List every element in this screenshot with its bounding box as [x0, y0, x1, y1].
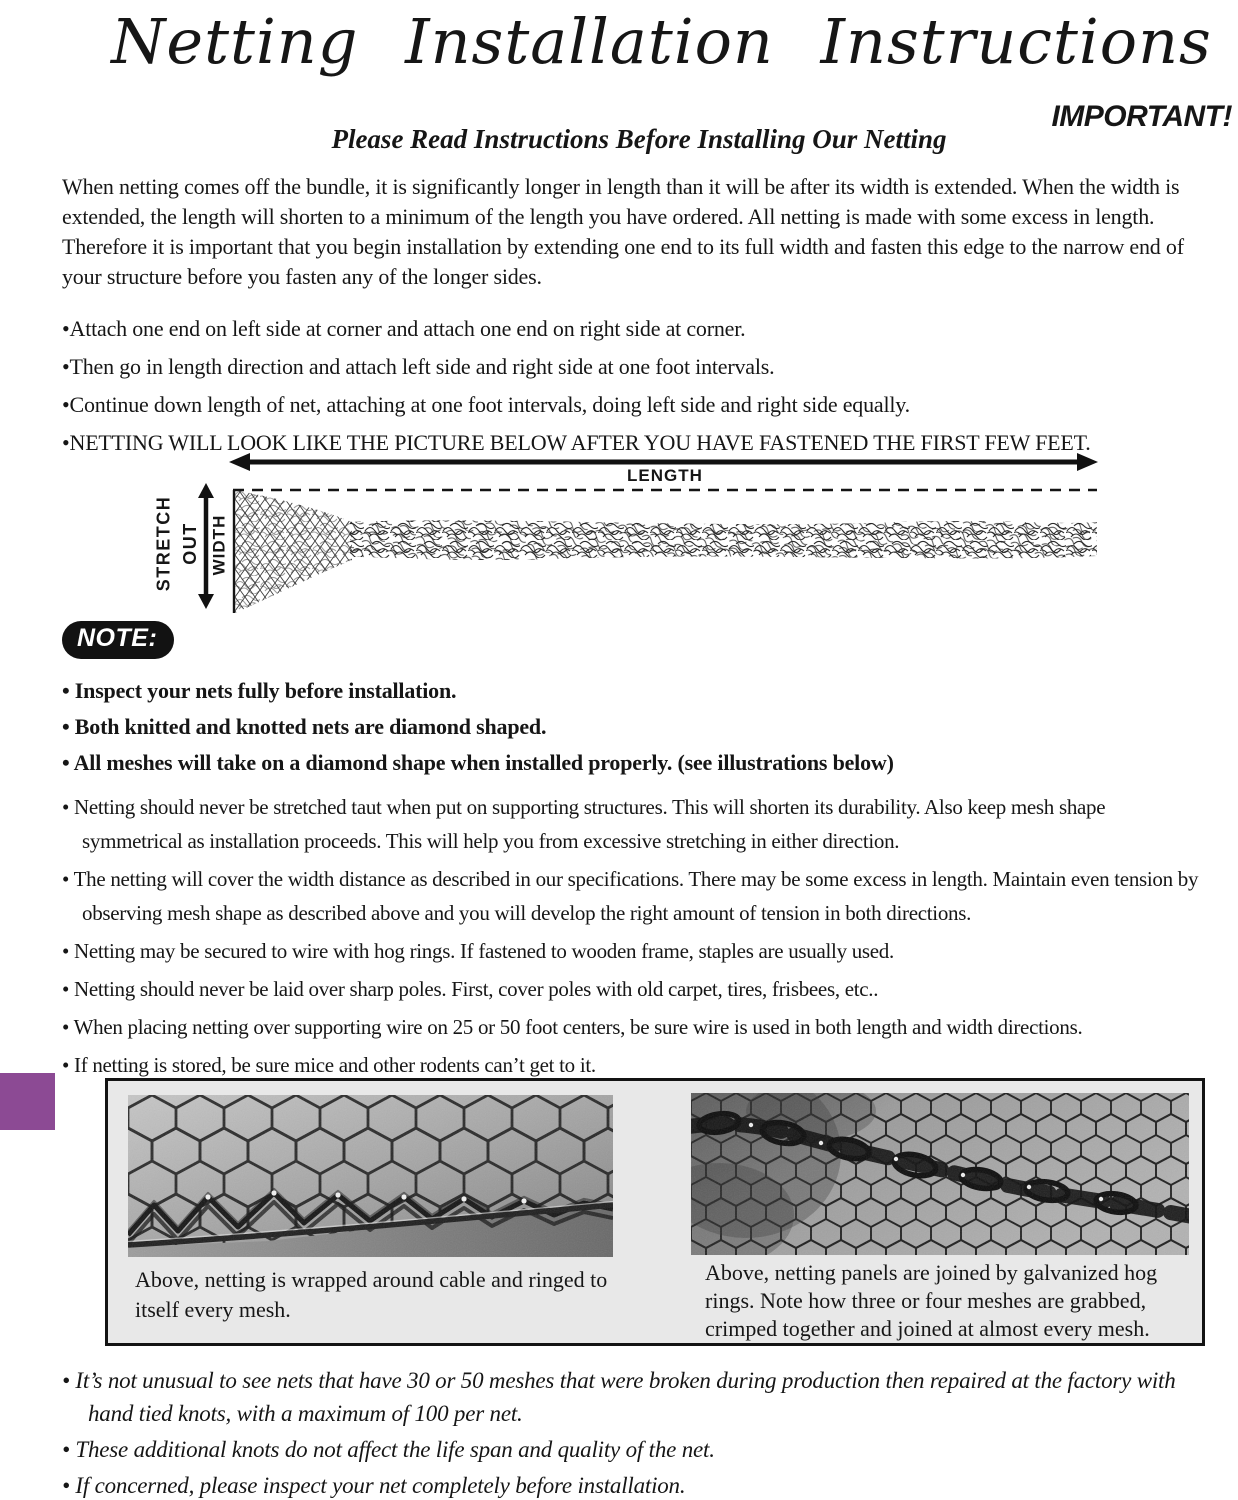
stretch-diagram: [0, 450, 1238, 622]
list-item: • If concerned, please inspect your net completely before installation.: [62, 1473, 686, 1498]
length-label: LENGTH: [627, 466, 703, 485]
list-item: • All meshes will take on a diamond shape when installed properly. (see illustrations below): [62, 750, 894, 775]
left-photo-caption: Above, netting is wrapped around cable and ringed to itself every mesh.: [135, 1267, 608, 1322]
list-item: •Then go in length direction and attach left side and right side at one foot intervals.: [62, 354, 775, 379]
stretch-label: STRETCH: [153, 495, 174, 592]
footer-notes-list: [62, 1364, 1212, 1500]
width-label: WIDTH: [209, 514, 229, 576]
list-item: • Netting should never be stretched taut when put on supporting structures. This will shorten its durability. Also keep mesh shape symmetrical as installation proceeds. This will help you from excessive stretching in either direction.: [62, 795, 1106, 853]
right-photo-caption: Above, netting panels are joined by galvanized hog rings. Note how three or four meshes are grabbed, crimped together and joined at almost every mesh.: [705, 1260, 1158, 1341]
stretch-out-label: OUT: [179, 522, 200, 565]
list-item: • Both knitted and knotted nets are diamond shaped.: [62, 714, 547, 739]
hog-ring-photo: [691, 1093, 1189, 1255]
list-item: • Inspect your nets fully before installation.: [62, 678, 457, 703]
purple-accent-block: [0, 1073, 55, 1130]
list-item: • These additional knots do not affect the life span and quality of the net.: [62, 1437, 715, 1462]
important-label: IMPORTANT!: [1051, 100, 1232, 133]
list-item: •NETTING WILL LOOK LIKE THE PICTURE BELOW AFTER YOU HAVE FASTENED THE FIRST FEW FEET.: [62, 430, 1091, 455]
list-item: • When placing netting over supporting wire on 25 or 50 foot centers, be sure wire is used in both length and width directions.: [62, 1015, 1083, 1039]
intro-paragraph: When netting comes off the bundle, it is significantly longer in length than it will be after its width is extended. When the width is extended, the length will shorten to a minimum of the length you have ordered. All netting is made with some excess in length. Therefore it is important that you begin installation by extending one end to its full width and fasten this edge to the narrow end of your structure before you fasten any of the longer sides.: [62, 174, 1184, 289]
photo-panel: [105, 1078, 1205, 1346]
list-item: • Netting should never be laid over sharp poles. First, cover poles with old carpet, tires, frisbees, etc..: [62, 977, 879, 1001]
list-item: • If netting is stored, be sure mice and other rodents can’t get to it.: [62, 1053, 596, 1077]
list-item: • Netting may be secured to wire with hog rings. If fastened to wooden frame, staples are usually used.: [62, 939, 894, 963]
netting-fan-texture: [235, 490, 352, 613]
list-item: •Attach one end on left side at corner and attach one end on right side at corner.: [62, 316, 746, 341]
list-item: •Continue down length of net, attaching at one foot intervals, doing left side and right side equally.: [62, 392, 910, 417]
page-title: Netting Installation Instructions: [111, 5, 1212, 78]
note-badge: NOTE:: [62, 621, 174, 659]
cable-wrap-photo: [128, 1095, 613, 1257]
note-bold-list: [62, 676, 1222, 784]
list-item: • It’s not unusual to see nets that have 30 or 50 meshes that were broken during production then repaired at the factory with hand tied knots, with a maximum of 100 per net.: [62, 1368, 1176, 1426]
note-points-list: [62, 790, 1208, 1086]
list-item: • The netting will cover the width distance as described in our specifications. There may be some excess in length. Maintain even tension by observing mesh shape as described above and you will develop the right amount of tension in both directions.: [62, 867, 1199, 925]
installation-steps-list: [62, 314, 1222, 466]
subtitle: Please Read Instructions Before Installing Our Netting: [331, 124, 947, 154]
netting-rope-sketch: [350, 520, 1097, 560]
